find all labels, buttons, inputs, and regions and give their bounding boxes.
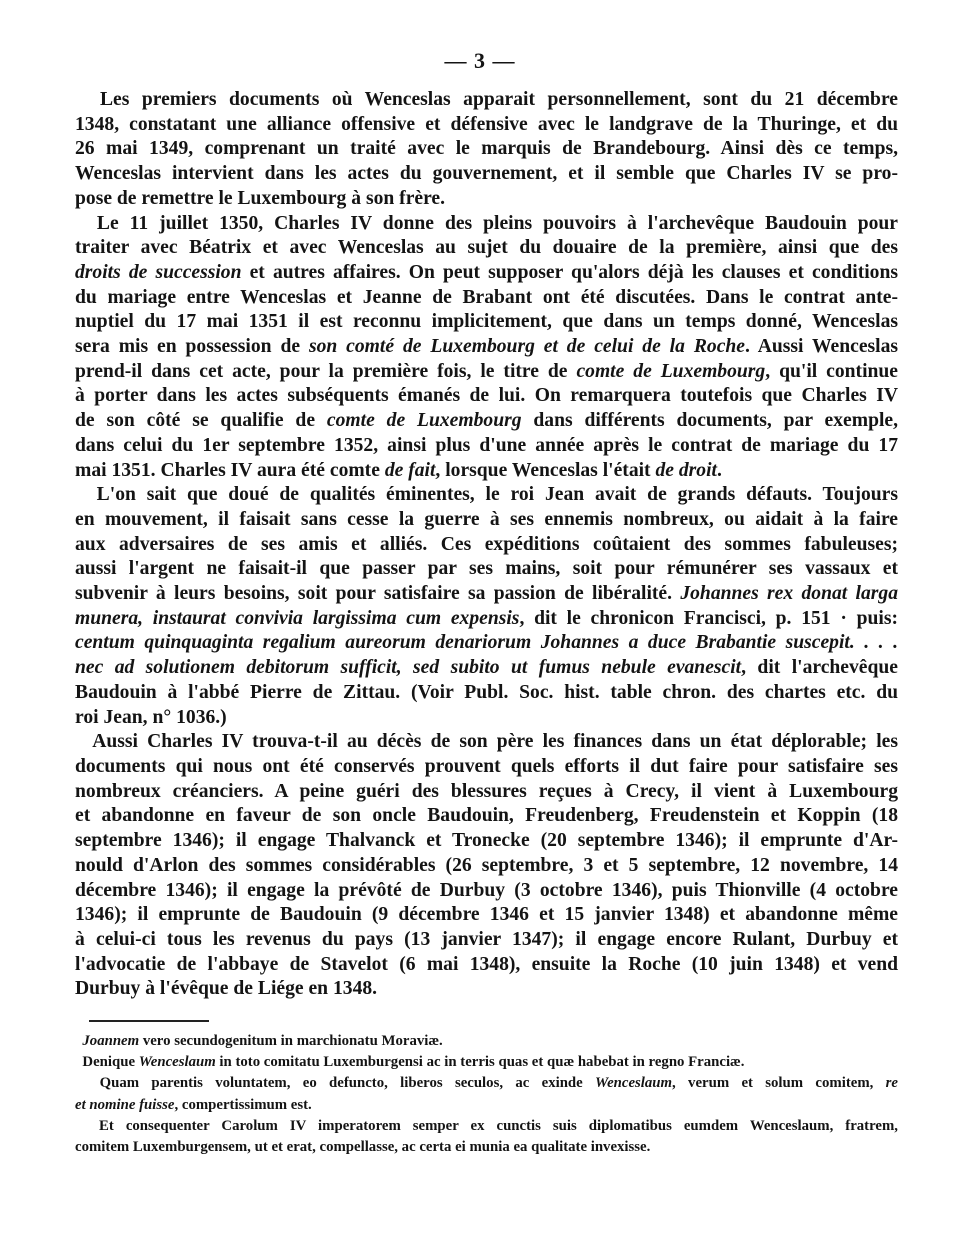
body-line: Wenceslas intervient dans les actes du gouvernement, et il semble que Charles IV se pro-: [75, 163, 898, 185]
italic-phrase: de droit: [655, 459, 717, 481]
italic-phrase: comte de Luxembourg: [326, 410, 522, 432]
body-line: Les premiers documents où Wenceslas apparait personnellement, sont du 21 décembre: [75, 89, 898, 110]
italic-phrase: de fait: [384, 459, 436, 481]
italic-phrase: munera, instaurat convivia largissima cum expensis: [75, 607, 520, 629]
footnotes: [75, 1031, 898, 1158]
body-line: nombreux créanciers. A peine guéri des blessures reçues à Crecy, il vient à Luxembourg: [75, 780, 898, 802]
body-line: droits de succession et autres affaires. On peut supposer qu'alors déjà les clauses et conditions: [75, 261, 898, 283]
italic-phrase: droits de succession: [75, 261, 242, 283]
body-line: nuptiel du 17 mai 1351 il est reconnu implicitement, que dans un temps donné, Wenceslas: [75, 311, 898, 333]
page-number: — 3 —: [444, 48, 516, 73]
body-line: L'on sait que doué de qualités éminentes, le roi Jean avait de grands défauts. Toujours: [75, 484, 898, 506]
body-line: aussi l'argent ne faisait-il que passer par ses mains, soit pour rémunérer ses vassaux et: [75, 558, 898, 580]
body-line: nec ad solutionem debitorum sufficit, sed subito ut fumus nebule evanescit, dit l'archevêque: [75, 657, 898, 679]
body-line: roi Jean, n° 1036.): [75, 706, 227, 728]
body-line: en mouvement, il faisait sans cesse la guerre à ses ennemis nombreux, ou aidait à la faire: [75, 508, 898, 530]
footnote-line: et nomine fuisse, compertissimum est.: [75, 1096, 312, 1113]
italic-phrase: comte de Luxembourg: [576, 360, 766, 382]
italic-phrase: Wenceslaum: [138, 1054, 216, 1071]
body-line: décembre 1346); il engage la prévôté de Durbuy (3 octobre 1346), puis Thionville (4 octobre: [75, 879, 898, 901]
body-line: 1348, constatant une alliance offensive et défensive avec le landgrave de la Thuringe, et du: [75, 113, 898, 135]
italic-phrase: son comté de Luxembourg et de celui de la Roche: [308, 336, 745, 358]
footnote-line: comitem Luxemburgensem, ut et erat, compellasse, ac certa ei munia ea qualitate invexisse.: [75, 1139, 651, 1156]
body-line: aux adversaires de ses amis et alliés. Ces expéditions coûtaient des sommes fabuleuses;: [75, 533, 898, 555]
italic-phrase: nec ad solutionem debitorum sufficit, sed subito ut fumus nebule evanescit: [75, 657, 742, 679]
body-line: du mariage entre Wenceslas et Jeanne de Brabant ont été discutées. Dans le contrat ante-: [75, 286, 898, 308]
body-line: et abandonne en faveur de son oncle Baudouin, Freudenberg, Freudenstein et Koppin (18: [75, 805, 898, 827]
body-line: sera mis en possession de son comté de Luxembourg et de celui de la Roche. Aussi Wenceslas: [75, 336, 899, 358]
footnote-line: Quam parentis voluntatem, eo defuncto, liberos seculos, ac exinde Wenceslaum, verum et solum comitem, re: [75, 1075, 898, 1092]
body-line: de son côté se qualifie de comte de Luxembourg dans différents documents, par exemple,: [75, 410, 898, 432]
body-line: à celui-ci tous les revenus du pays (13 janvier 1347); il engage encore Rulant, Durbuy et: [75, 928, 898, 950]
footnote-divider: [89, 1020, 209, 1022]
body-line: subvenir à leurs besoins, soit pour satisfaire sa passion de libéralité. Johannes rex donat larga: [75, 583, 898, 605]
body-line: à porter dans les actes subséquents émanés de lui. On remarquera toutefois que Charles IV: [75, 385, 898, 407]
body-line: 26 mai 1349, comprenant un traité avec le marquis de Brandebourg. Ainsi dès ce temps,: [75, 138, 898, 160]
italic-phrase: Johannes rex donat larga: [680, 583, 898, 605]
italic-phrase: et nomine fuisse: [75, 1096, 175, 1113]
italic-phrase: re: [885, 1075, 898, 1092]
body-line: mai 1351. Charles IV aura été comte de fait, lorsque Wenceslas l'était de droit.: [75, 459, 722, 481]
body-line: prend-il dans cet acte, pour la première fois, le titre de comte de Luxembourg, qu'il continue: [75, 360, 898, 382]
body-text: [75, 88, 898, 1002]
body-line: munera, instaurat convivia largissima cum expensis, dit le chronicon Francisci, p. 151 · puis:: [75, 607, 898, 629]
italic-phrase: Wenceslaum: [595, 1075, 673, 1092]
footnote-line: Joannem vero secundogenitum in marchionatu Moraviæ.: [82, 1033, 443, 1049]
body-line: l'advocatie de l'abbaye de Stavelot (6 mai 1348), ensuite la Roche (10 juin 1348) et vend: [75, 953, 898, 975]
footnote-line: Et consequenter Carolum IV imperatorem semper ex cunctis suis diplomatibus eumdem Wenceslaum, fratrem,: [75, 1117, 898, 1134]
body-line: Le 11 juillet 1350, Charles IV donne des pleins pouvoirs à l'archevêque Baudouin pour: [75, 212, 898, 234]
italic-phrase: Joannem: [82, 1033, 140, 1049]
body-line: 1346); il emprunte de Baudouin (9 décembre 1346 et 15 janvier 1348) et abandonne même: [75, 904, 898, 926]
body-line: pose de remettre le Luxembourg à son frère.: [75, 187, 446, 209]
body-line: Durbuy à l'évêque de Liége en 1348.: [75, 978, 378, 1000]
body-line: [75, 631, 898, 656]
body-line: septembre 1346); il engage Thalvanck et Tronecke (20 septembre 1346); il emprunte d'Ar-: [75, 830, 898, 852]
body-line: documents qui nous ont été conservés prouvent quels efforts il dut faire pour satisfaire ses: [75, 755, 898, 777]
body-line: nould d'Arlon des sommes considérables (26 septembre, 3 et 5 septembre, 12 novembre, 14: [75, 854, 898, 876]
footnote-line: Denique Wenceslaum in toto comitatu Luxemburgensi ac in terris quas et quæ habebat in regno Franciæ.: [75, 1054, 745, 1071]
body-line: traiter avec Béatrix et avec Wenceslas au sujet du douaire de la première, ainsi que des: [75, 237, 898, 259]
italic-phrase: centum quinquaginta regalium aureorum denariorum Johannes a duce Brabantie suscepit. . . .: [75, 632, 898, 654]
body-line: dans celui du 1er septembre 1352, ainsi plus d'une année après le contrat de mariage du 17: [75, 434, 898, 456]
body-line: Baudouin à l'abbé Pierre de Zittau. (Voir Publ. Soc. hist. table chron. des chartes etc. du: [75, 681, 898, 703]
body-line: Aussi Charles IV trouva-t-il au décès de son père les finances dans un état déplorable; les: [75, 731, 898, 753]
